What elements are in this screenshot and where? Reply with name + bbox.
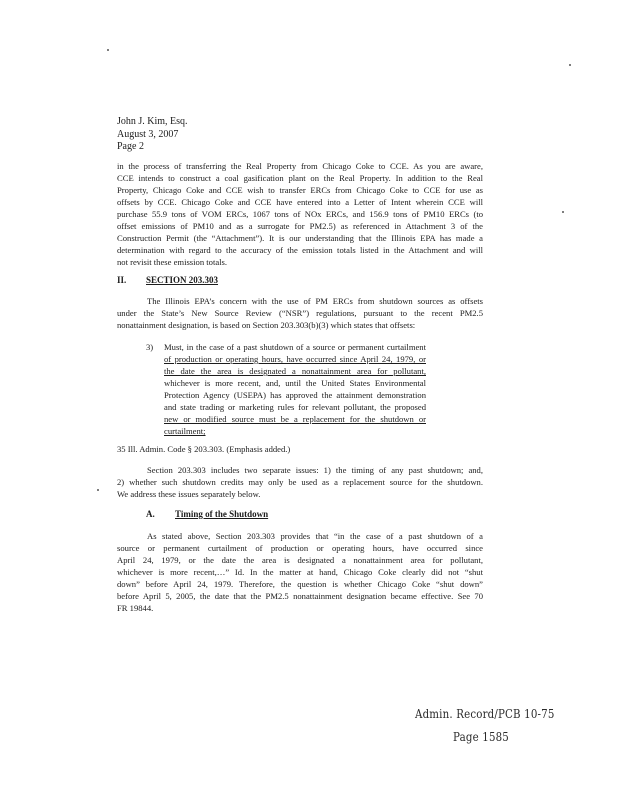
quote-line: whichever is more recent, and, until the United States Environmental bbox=[164, 378, 426, 388]
quote-line: new or modified source must be a replacement for the shutdown or bbox=[164, 414, 426, 424]
timing-line: whichever is more recent,…” Id. In the matter at hand, Chicago Coke clearly did not “shut bbox=[117, 567, 483, 577]
admin-record-stamp: Admin. Record/PCB 10-75 bbox=[415, 706, 555, 721]
timing-line: FR 19844. bbox=[117, 603, 154, 613]
timing-line: before April 5, 2005, the date that the PM2.5 nonattainment designation became effective. See 70 bbox=[117, 591, 483, 601]
section-number: II. bbox=[117, 275, 127, 285]
citation: 35 Ill. Admin. Code § 203.303. (Emphasis added.) bbox=[117, 444, 291, 454]
timing-line: down” before April 24, 1979. Therefore, the question is whether Chicago Coke “shut down” bbox=[117, 579, 483, 589]
page-label: Page 2 bbox=[117, 141, 144, 152]
subsection-heading bbox=[146, 509, 268, 519]
scan-speck bbox=[562, 211, 564, 213]
subsection-title: Timing of the Shutdown bbox=[175, 509, 269, 519]
intro-line: offset emissions of PM10 and as a surrogate for PM2.5) as referenced in Attachment 3 of the bbox=[117, 221, 483, 231]
regulation-quote bbox=[164, 341, 426, 437]
subsection-letter: A. bbox=[146, 509, 155, 519]
intro-line: CCE intends to construct a coal gasification plant on the Real Property. In addition to the Real bbox=[117, 173, 483, 183]
intro-line: purchase 55.9 tons of VOM ERCs, 1067 tons of NOx ERCs, and 156.9 tons of PM10 ERCs (to bbox=[117, 209, 483, 219]
quote-line: curtailment; bbox=[164, 426, 206, 436]
issues-paragraph bbox=[117, 464, 483, 500]
quote-line: of production or operating hours, have occurred since April 24, 1979, or bbox=[164, 354, 426, 364]
record-page-number: Page 1585 bbox=[453, 729, 510, 744]
quote-line: and state trading or marketing rules for relevant pollutant, the proposed bbox=[164, 402, 426, 412]
section2-line: The Illinois EPA’s concern with the use of PM ERCs from shutdown sources as offsets bbox=[147, 296, 483, 306]
section-title: SECTION 203.303 bbox=[146, 275, 219, 285]
intro-line: Property, Chicago Coke and CCE wish to transfer ERCs from Chicago Coke to CCE for use as bbox=[117, 185, 483, 195]
section2-paragraph bbox=[117, 295, 483, 331]
intro-line: determination with regard to the accuracy of the emission totals listed in the Attachment and will bbox=[117, 245, 483, 255]
timing-line: source or permanent curtailment of production or operating hours, have occurred since bbox=[117, 543, 483, 553]
issues-line: 2) whether such shutdown credits may only be used as a replacement source for the shutdown. bbox=[117, 477, 483, 487]
timing-paragraph bbox=[117, 530, 483, 614]
timing-line: April 24, 1979, or the date the area is designated a nonattainment area for pollutant, bbox=[117, 555, 483, 565]
section-heading bbox=[117, 275, 218, 285]
section2-line: under the State’s New Source Review (“NSR”) regulations, pursuant to the recent PM2.5 bbox=[117, 308, 483, 318]
intro-paragraph bbox=[117, 160, 483, 268]
scan-speck bbox=[97, 489, 99, 491]
scan-speck bbox=[569, 64, 571, 66]
letter-header bbox=[117, 116, 188, 154]
quote-number: 3) bbox=[146, 342, 154, 352]
quote-line: Must, in the case of a past shutdown of a source or permanent curtailment bbox=[164, 342, 426, 352]
section2-line: nonattainment designation, is based on Section 203.303(b)(3) which states that offsets: bbox=[117, 320, 416, 330]
scan-speck bbox=[107, 49, 109, 51]
intro-line: offsets by CCE. Chicago Coke and CCE have entered into a Letter of Intent wherein CCE will bbox=[117, 197, 483, 207]
intro-line: Construction Permit (the “Attachment”). It is our understanding that the Illinois EPA has made a bbox=[117, 233, 483, 243]
issues-line: We address these issues separately below. bbox=[117, 489, 261, 499]
issues-line: Section 203.303 includes two separate issues: 1) the timing of any past shutdown; and, bbox=[147, 465, 483, 475]
intro-line: in the process of transferring the Real Property from Chicago Coke to CCE. As you are aware, bbox=[117, 161, 483, 171]
intro-line: not revisit these emission totals. bbox=[117, 257, 228, 267]
quote-line: Protection Agency (USEPA) has approved the attainment demonstration bbox=[164, 390, 426, 400]
addressee: John J. Kim, Esq. bbox=[117, 116, 188, 127]
timing-line: As stated above, Section 203.303 provides that “in the case of a past shutdown of a bbox=[147, 531, 483, 541]
letter-date: August 3, 2007 bbox=[117, 128, 179, 140]
quote-line: the date the area is designated a nonattainment area for pollutant, bbox=[164, 366, 426, 376]
